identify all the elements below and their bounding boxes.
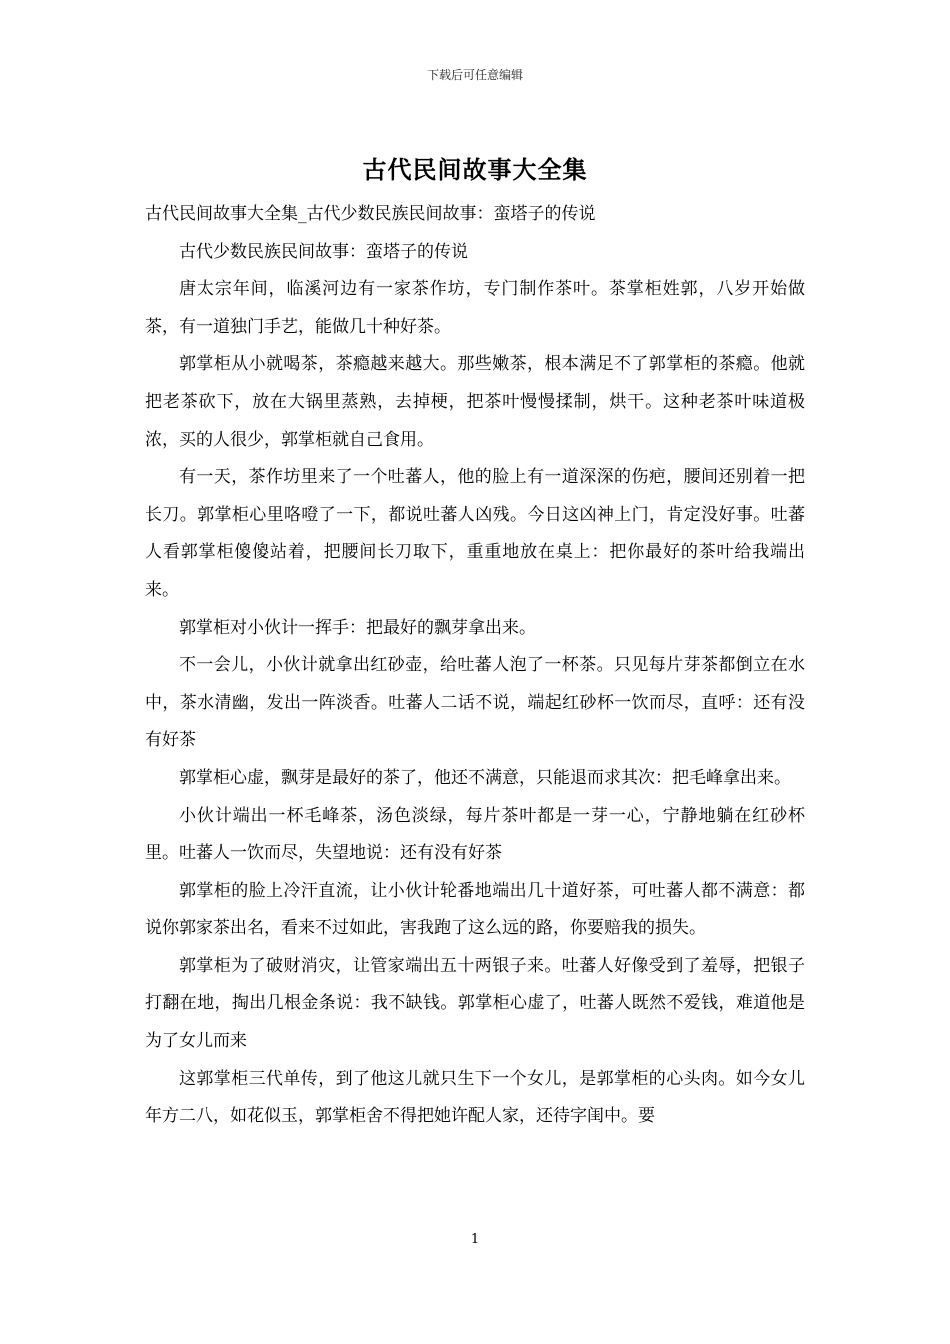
paragraph: 古代少数民族民间故事：蛮塔子的传说 <box>179 241 468 262</box>
paragraph: 有一天，茶作坊里来了一个吐蕃人，他的脸上有一道深深的伤疤，腰间还别着一把长刀。郭掌柜心里咯噔了一下，都说吐蕃人凶残。今日这凶神上门，肯定没好事。吐蕃人看郭掌柜傻傻站着，把腰间长刀取下，重重地放在桌上：把你最好的茶叶给我端出来。 <box>145 467 805 600</box>
page-header: 下载后可任意编辑 <box>426 68 523 82</box>
paragraph: 这郭掌柜三代单传，到了他这儿就只生下一个女儿，是郭掌柜的心头肉。如今女儿年方二八，如花似玉，郭掌柜舍不得把她许配人家，还待字闺中。要 <box>145 1068 805 1127</box>
document-body <box>145 196 805 1136</box>
paragraph: 唐太宗年间，临溪河边有一家茶作坊，专门制作茶叶。茶掌柜姓郭，八岁开始做茶，有一道独门手艺，能做几十种好茶。 <box>145 279 805 337</box>
paragraph: 小伙计端出一杯毛峰茶，汤色淡绿，每片茶叶都是一芽一心，宁静地躺在红砂杯里。吐蕃人一饮而尽，失望地说：还有没有好茶 <box>145 805 805 864</box>
paragraph-subtitle: 古代民间故事大全集_古代少数民族民间故事：蛮塔子的传说 <box>145 204 596 224</box>
paragraph: 郭掌柜心虚，飘芽是最好的茶了，他还不满意，只能退而求其次：把毛峰拿出来。 <box>179 767 791 788</box>
paragraph: 郭掌柜从小就喝茶，茶瘾越来越大。那些嫩茶，根本满足不了郭掌柜的茶瘾。他就把老茶砍下，放在大锅里蒸熟，去掉梗，把茶叶慢慢揉制，烘干。这种老茶叶味道极浓，买的人很少，郭掌柜就自己食用。 <box>145 354 805 450</box>
document-title: 古代民间故事大全集 <box>362 155 588 184</box>
page-number: 1 <box>470 1232 480 1247</box>
paragraph: 郭掌柜的脸上冷汗直流，让小伙计轮番地端出几十道好茶，可吐蕃人都不满意：都说你郭家茶出名，看来不过如此，害我跑了这么远的路，你要赔我的损失。 <box>145 880 805 939</box>
paragraph: 不一会儿，小伙计就拿出红砂壶，给吐蕃人泡了一杯茶。只见每片芽茶都倒立在水中，茶水清幽，发出一阵淡香。吐蕃人二话不说，端起红砂杯一饮而尽，直呼：还有没有好茶 <box>145 655 805 751</box>
paragraph: 郭掌柜对小伙计一挥手：把最好的飘芽拿出来。 <box>179 617 536 638</box>
paragraph: 郭掌柜为了破财消灾，让管家端出五十两银子来。吐蕃人好像受到了羞辱，把银子打翻在地，掏出几根金条说：我不缺钱。郭掌柜心虚了，吐蕃人既然不爱钱，难道他是为了女儿而来 <box>145 955 805 1052</box>
